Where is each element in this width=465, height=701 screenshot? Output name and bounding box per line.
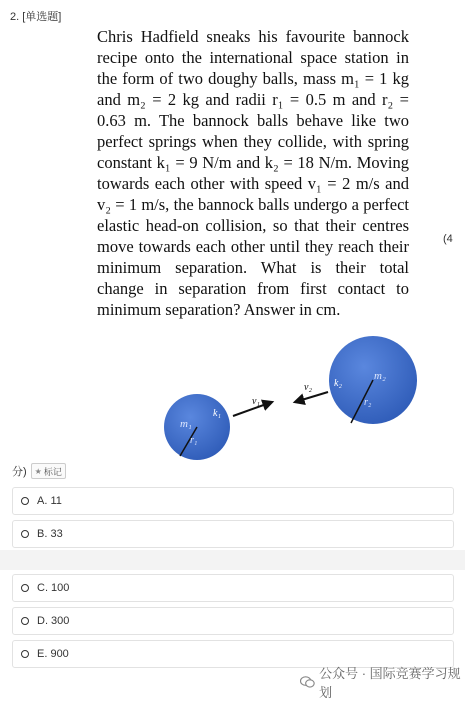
option-a[interactable] — [12, 487, 454, 515]
velocity-label-2: v₂ — [304, 382, 312, 393]
score-close: 分) — [12, 466, 27, 478]
radio-icon — [21, 584, 29, 592]
option-label: B. 33 — [37, 528, 63, 540]
question-number: 2. — [10, 11, 20, 23]
option-label: C. 100 — [37, 582, 70, 594]
radio-icon — [21, 617, 29, 625]
star-icon: ★ — [34, 466, 42, 476]
radio-icon — [21, 497, 29, 505]
ball1-radius-label: r₁ — [190, 435, 198, 446]
mark-button[interactable] — [31, 463, 66, 479]
ball2-mass-label: m₂ — [374, 370, 386, 382]
question-header — [10, 8, 61, 24]
radio-icon — [21, 530, 29, 538]
option-c[interactable] — [12, 574, 454, 602]
option-b[interactable] — [12, 520, 454, 548]
ball1-spring-label: k₁ — [213, 408, 221, 419]
option-label: D. 300 — [37, 615, 70, 627]
radio-icon — [21, 650, 29, 658]
collision-figure — [150, 330, 430, 470]
option-label: E. 900 — [37, 648, 69, 660]
velocity-arrow-2 — [295, 392, 328, 402]
question-type-tag: [单选题] — [22, 11, 62, 23]
velocity-label-1: v₁ — [252, 396, 260, 407]
problem-text: Chris Hadfield sneaks his favourite bannock recipe onto the international space station in the form of two doughy balls, mass m₁ = 1 kg and m₂ = 2 kg and radii r₁ = 0.5 m and r₂ = 0.63 m. The bannock balls behave like two perfect springs when they collide, with spring constant k₁ = 9 N/m and k₂ = 18 N/m. Moving towards each other with speed v₁ = 2 m/s and v₂ = 1 m/s, the bannock balls undergo a perfect elastic head-on collision, so that their centres move towards each other until they reach their minimum separation. What is their total change in separation from first contact to minimum separation? Answer in cm. — [97, 27, 409, 319]
option-d[interactable] — [12, 607, 454, 635]
score-mark-row — [12, 463, 66, 479]
ball2-spring-label: k₂ — [334, 378, 342, 389]
watermark-text: 公众号 · 国际竞赛学习规划 — [319, 666, 461, 700]
watermark — [300, 663, 465, 701]
ball1-mass-label: m₁ — [180, 418, 192, 430]
option-label: A. 11 — [37, 495, 62, 507]
score-open: (4 — [443, 233, 453, 245]
ball2-radius-label: r₂ — [364, 397, 372, 408]
wechat-icon — [300, 675, 315, 689]
section-gap — [0, 550, 465, 570]
mark-label: 标记 — [43, 466, 62, 477]
